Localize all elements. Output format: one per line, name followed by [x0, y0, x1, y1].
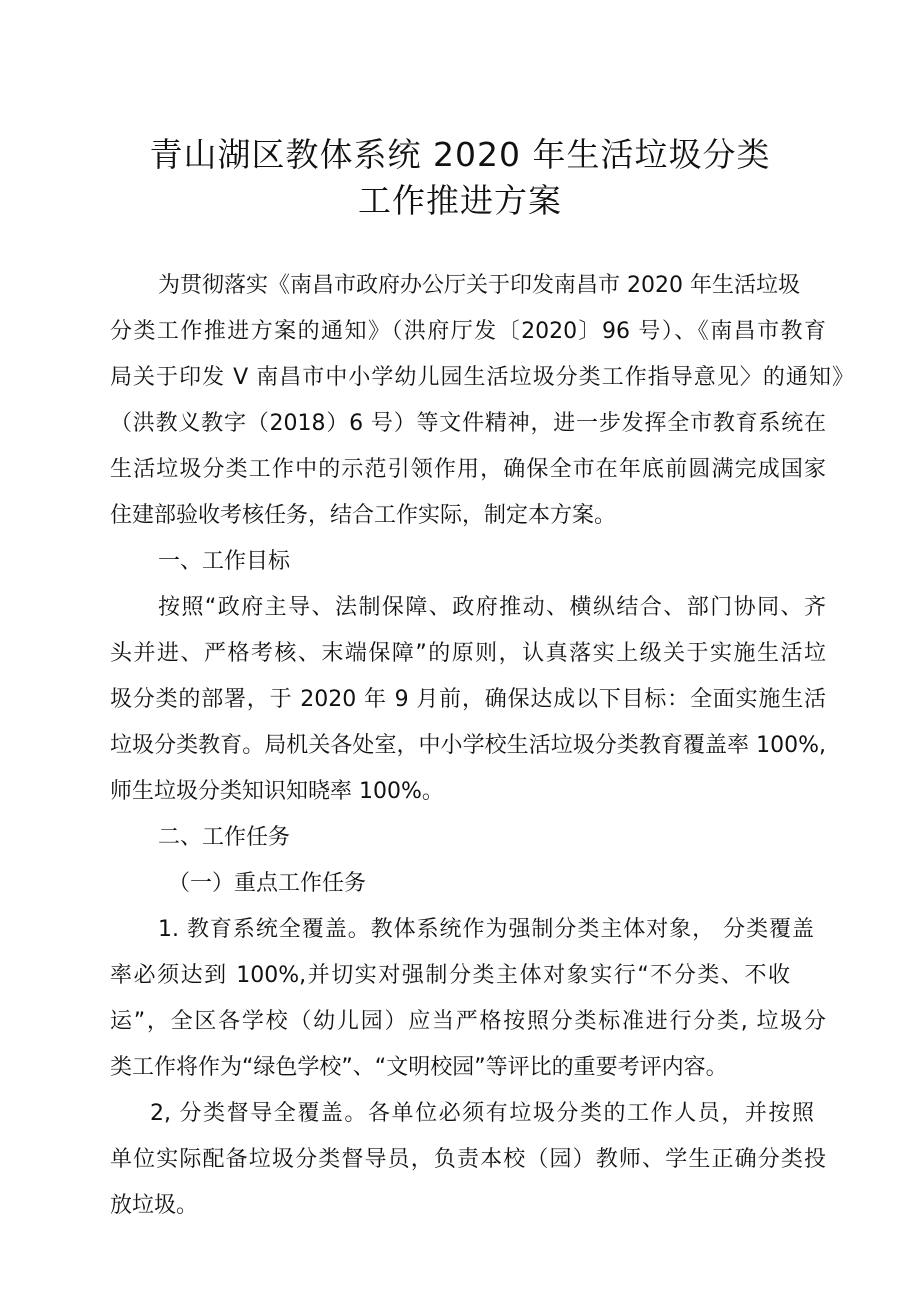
task1-line-1: 1. 教育系统全覆盖。教体系统作为强制分类主体对象， 分类覆盖	[158, 917, 814, 942]
goal-line-4: 垃圾分类教育。局机关各处室，中小学校生活垃圾分类教育覆盖率 100%,	[110, 733, 826, 758]
document-title-line-1: 青山湖区教体系统 2020 年生活垃圾分类	[149, 135, 771, 174]
intro-line-2: 分类工作推进方案的通知》（洪府厅发〔2020〕96 号）、《南昌市教育	[110, 319, 826, 344]
intro-line-1: 为贯彻落实《南昌市政府办公厅关于印发南昌市 2020 年生活垃圾	[158, 273, 800, 298]
goal-line-2: 头并进、严格考核、末端保障”的原则，认真落实上级关于实施生活垃	[110, 641, 826, 666]
goal-line-3: 圾分类的部署，于 2020 年 9 月前，确保达成以下目标：全面实施生活	[110, 687, 826, 712]
intro-line-3: 局关于印发 V 南昌市中小学幼儿园生活垃圾分类工作指导意见〉的通知》	[110, 365, 854, 390]
task2-line-2: 单位实际配备垃圾分类督导员，负责本校（园）教师、学生正确分类投	[110, 1147, 826, 1172]
intro-line-5: 生活垃圾分类工作中的示范引领作用，确保全市在年底前圆满完成国家	[110, 457, 826, 482]
heading-work-tasks: 二、工作任务	[158, 825, 291, 850]
task2-line-3: 放垃圾。	[110, 1193, 199, 1218]
task1-line-2: 率必须达到 100%,并切实对强制分类主体对象实行“不分类、不收	[110, 963, 790, 988]
goal-line-1: 按照“政府主导、法制保障、政府推动、横纵结合、部门协同、齐	[158, 595, 826, 620]
task1-line-3: 运”，全区各学校（幼儿园）应当严格按照分类标准进行分类, 垃圾分	[110, 1009, 826, 1034]
task2-line-1: 2, 分类督导全覆盖。各单位必须有垃圾分类的工作人员，并按照	[150, 1101, 814, 1126]
goal-line-5: 师生垃圾分类知识知晓率 100%。	[110, 779, 444, 804]
heading-work-goal: 一、工作目标	[158, 549, 291, 574]
task1-line-4: 类工作将作为“绿色学校”、“文明校园”等评比的重要考评内容。	[110, 1055, 728, 1080]
subheading-key-tasks: （一）重点工作任务	[168, 871, 367, 896]
intro-line-4: （洪教义教字（2018）6 号）等文件精神，进一步发挥全市教育系统在	[110, 411, 826, 436]
document-title-line-2: 工作推进方案	[358, 181, 562, 220]
intro-line-6: 住建部验收考核任务，结合工作实际，制定本方案。	[110, 503, 617, 528]
